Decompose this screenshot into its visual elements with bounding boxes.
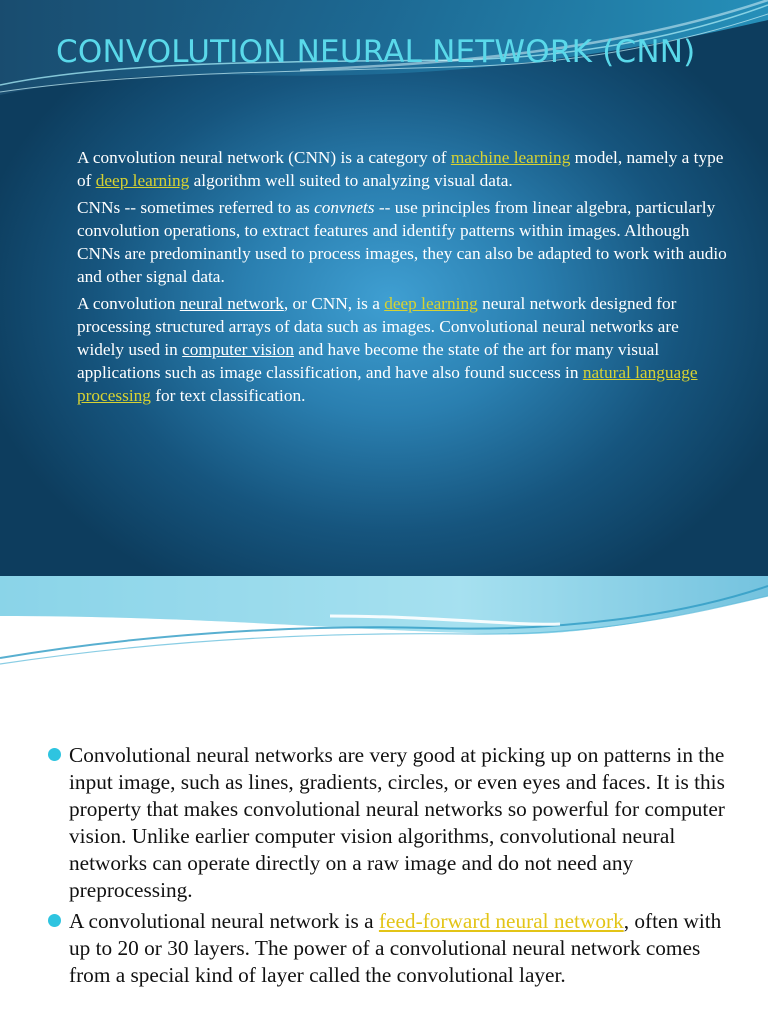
header-wave-decoration-2 bbox=[0, 576, 768, 686]
slide-2 bbox=[0, 576, 768, 1024]
text-span: , or CNN, is a bbox=[283, 294, 385, 313]
link-feed-forward-neural-network[interactable]: feed-forward neural network bbox=[378, 909, 624, 933]
link-deep-learning[interactable]: deep learning bbox=[95, 171, 190, 190]
link-deep-learning-2[interactable]: deep learning bbox=[384, 294, 478, 313]
slide-1-body bbox=[77, 146, 727, 411]
text-span: for text classification. bbox=[150, 386, 306, 405]
link-machine-learning[interactable]: machine learning bbox=[450, 148, 571, 167]
link-natural-language-processing[interactable]: natural language processing bbox=[77, 363, 698, 405]
bullet-dot-icon bbox=[48, 914, 61, 927]
text-span: model, namely a type of bbox=[77, 148, 724, 190]
slide-title: CONVOLUTION NEURAL NETWORK (CNN) bbox=[56, 34, 696, 70]
bullet-item-1 bbox=[48, 742, 738, 904]
bullet-item-2 bbox=[48, 908, 738, 989]
emphasis-text: convnets bbox=[314, 198, 375, 217]
link-computer-vision[interactable]: computer vision bbox=[182, 340, 294, 359]
link-neural-network[interactable]: neural network bbox=[179, 294, 284, 313]
text-span: CNNs -- sometimes referred to as bbox=[77, 198, 315, 217]
paragraph-3 bbox=[77, 292, 727, 407]
text-span: algorithm well suited to analyzing visual data. bbox=[189, 171, 513, 190]
bullet-dot-icon bbox=[48, 748, 61, 761]
bullet-text: A convolutional neural network is a bbox=[69, 909, 379, 933]
bullet-text: Convolutional neural networks are very good at picking up on patterns in the input image, such as lines, gradients, circles, or even eyes and faces. It is this property that makes convolutional neural networks so powerful for computer vision. Unlike earlier computer vision algorithms, convolutional neural networks can operate directly on a raw image and do not need any preprocessing. bbox=[69, 743, 725, 902]
text-span: A convolution neural network (CNN) is a category of bbox=[77, 148, 451, 167]
text-span: -- use principles from linear algebra, particularly convolution operations, to extract features and identify patterns within images. Although CNNs are predominantly used to process images, they can also be adapted to work with audio and other signal data. bbox=[77, 198, 727, 286]
text-span: neural network designed for processing structured arrays of data such as images. Convolutional neural networks are widely used in bbox=[77, 294, 679, 359]
text-span: A convolution bbox=[77, 294, 180, 313]
bullet-text: , often with up to 20 or 30 layers. The power of a convolutional neural network comes from a special kind of layer called the convolutional layer. bbox=[69, 909, 722, 987]
paragraph-1 bbox=[77, 146, 727, 192]
slide-2-body bbox=[48, 742, 738, 993]
text-span: and have become the state of the art for many visual applications such as image classification, and have also found success in bbox=[77, 340, 660, 382]
paragraph-2 bbox=[77, 196, 727, 288]
